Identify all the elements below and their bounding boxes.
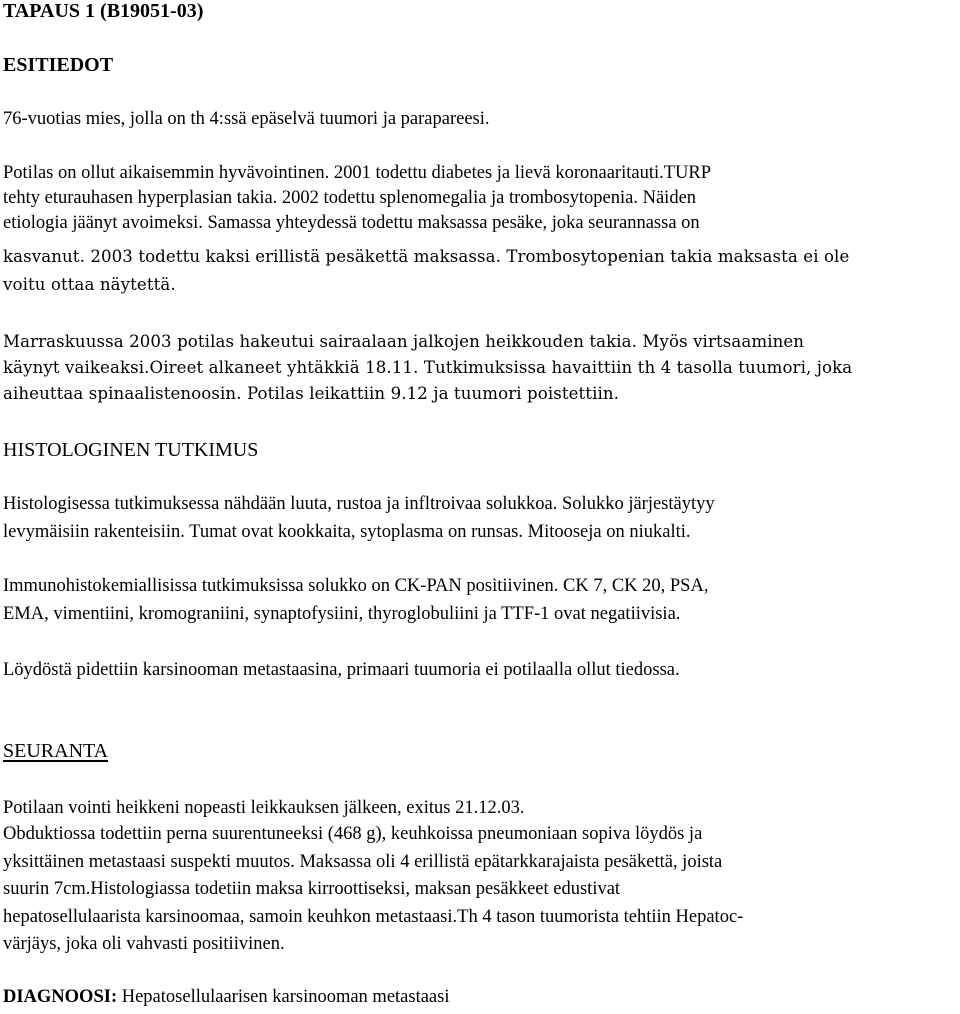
followup-line-3: yksittäinen metastaasi suspekti muutos. Maksassa oli 4 erillistä epätarkkarajaista pesäkettä, joista <box>3 852 723 872</box>
history-line-2: tehty eturauhasen hyperplasian takia. 2002 todettu splenomegalia ja trombosytopenia. Näiden <box>3 188 697 208</box>
diagnosis-line <box>3 985 450 1010</box>
admission-line-1: Marraskuussa 2003 potilas hakeutui sairaalaan jalkojen heikkouden takia. Myös virtsaaminen <box>3 332 805 351</box>
heading-followup: SEURANTA <box>3 740 109 762</box>
diagnosis-value: Hepatosellulaarisen karsinooman metastaasi <box>117 987 450 1007</box>
histology-conclusion: Löydöstä pidettiin karsinooman metastaasina, primaari tuumoria ei potilaalla ollut tiedossa. <box>3 660 680 680</box>
admission-line-2: käynyt vaikeaksi.Oireet alkaneet yhtäkkiä 18.11. Tutkimuksissa havaittiin th 4 tasolla tuumori, joka <box>3 358 853 377</box>
history-line-1: Potilas on ollut aikaisemmin hyvävointinen. 2001 todettu diabetes ja lievä koronaaritauti.TURP <box>3 163 712 183</box>
heading-background: ESITIEDOT <box>3 54 114 76</box>
followup-line-2: Obduktiossa todettiin perna suurentuneeksi (468 g), keuhkoissa pneumoniaan sopiva löydös ja <box>3 824 703 844</box>
heading-histology: HISTOLOGINEN TUTKIMUS <box>3 439 259 461</box>
histology-p1-line-2: levymäisiin rakenteisiin. Tumat ovat kookkaita, sytoplasma on runsas. Mitooseja on niukalti. <box>3 522 691 542</box>
followup-line-5: hepatosellulaarista karsinoomaa, samoin keuhkon metastaasi.Th 4 tason tuumorista tehtiin Hepatoc- <box>3 907 744 927</box>
background-intro: 76-vuotias mies, jolla on th 4:ssä epäselvä tuumori ja parapareesi. <box>3 109 490 129</box>
admission-line-3: aiheuttaa spinaalistenoosin. Potilas leikattiin 9.12 ja tuumori poistettiin. <box>3 384 620 403</box>
histology-p2-line-2: EMA, vimentiini, kromograniini, synaptofysiini, thyroglobuliini ja TTF-1 ovat negatiivisia. <box>3 604 681 624</box>
history-line-5: voitu ottaa näytettä. <box>3 275 176 294</box>
histology-p2-line-1: Immunohistokemiallisissa tutkimuksissa solukko on CK-PAN positiivinen. CK 7, CK 20, PSA, <box>3 576 709 596</box>
followup-line-6: värjäys, joka oli vahvasti positiivinen. <box>3 934 285 954</box>
followup-line-1: Potilaan vointi heikkeni nopeasti leikkauksen jälkeen, exitus 21.12.03. <box>3 798 525 818</box>
history-line-3: etiologia jäänyt avoimeksi. Samassa yhteydessä todettu maksassa pesäke, joka seurannassa on <box>3 213 700 233</box>
case-title: TAPAUS 1 (B19051-03) <box>3 0 204 22</box>
followup-line-4: suurin 7cm.Histologiassa todetiin maksa kirroottiseksi, maksan pesäkkeet edustivat <box>3 879 621 899</box>
histology-p1-line-1: Histologisessa tutkimuksessa nähdään luuta, rustoa ja infltroivaa solukkoa. Solukko järjestäytyy <box>3 494 715 514</box>
history-line-4: kasvanut. 2003 todettu kaksi erillistä pesäkettä maksassa. Trombosytopenian takia maksasta ei ole <box>3 247 850 266</box>
diagnosis-label: DIAGNOOSI: <box>3 987 118 1007</box>
